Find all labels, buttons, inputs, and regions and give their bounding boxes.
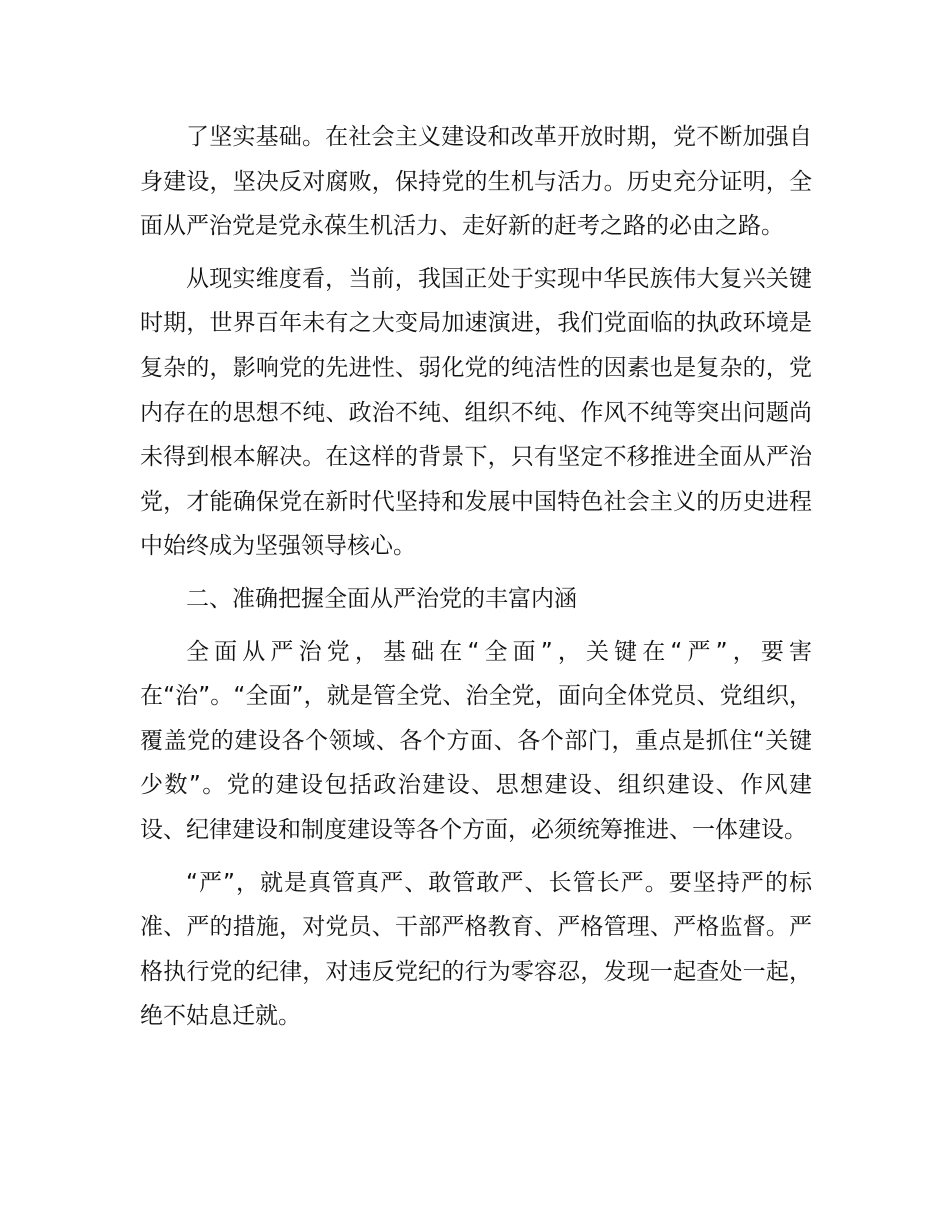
paragraph-comprehensive: 全面从严治党，基础在“全面”，关键在“严”，要害在“治”。“全面”，就是管全党、治全党，面向全体党员、党组织，覆盖党的建设各个领域、各个方面、各个部门，重点是抓住“关键少数”。党的建设包括政治建设、思想建设、组织建设、作风建设、纪律建设和制度建设等各个方面，必须统筹推进、一体建设。: [140, 638, 812, 843]
paragraph-strict: “严”，就是真管真严、敢管敢严、长管长严。要坚持严的标准、严的措施，对党员、干部严格教育、严格管理、严格监督。严格执行党的纪律，对违反党纪的行为零容忍，发现一起查处一起，绝不姑息迁就。: [140, 869, 812, 1030]
paragraph-foundation: 了坚实基础。在社会主义建设和改革开放时期，党不断加强自身建设，坚决反对腐败，保持党的生机与活力。历史充分证明，全面从严治党是党永葆生机活力、走好新的赶考之路的必由之路。: [140, 124, 812, 240]
document-page: [140, 115, 812, 1047]
section-heading: 二、准确把握全面从严治党的丰富内涵: [186, 585, 577, 612]
paragraph-reality-dimension: 从现实维度看，当前，我国正处于实现中华民族伟大复兴关键时期，世界百年未有之大变局加速演进，我们党面临的执政环境是复杂的，影响党的先进性、弱化党的纯洁性的因素也是复杂的，党内存在的思想不纯、政治不纯、组织不纯、作风不纯等突出问题尚未得到根本解决。在这样的背景下，只有坚定不移推进全面从严治党，才能确保党在新时代坚持和发展中国特色社会主义的历史进程中始终成为坚强领导核心。: [140, 265, 812, 560]
